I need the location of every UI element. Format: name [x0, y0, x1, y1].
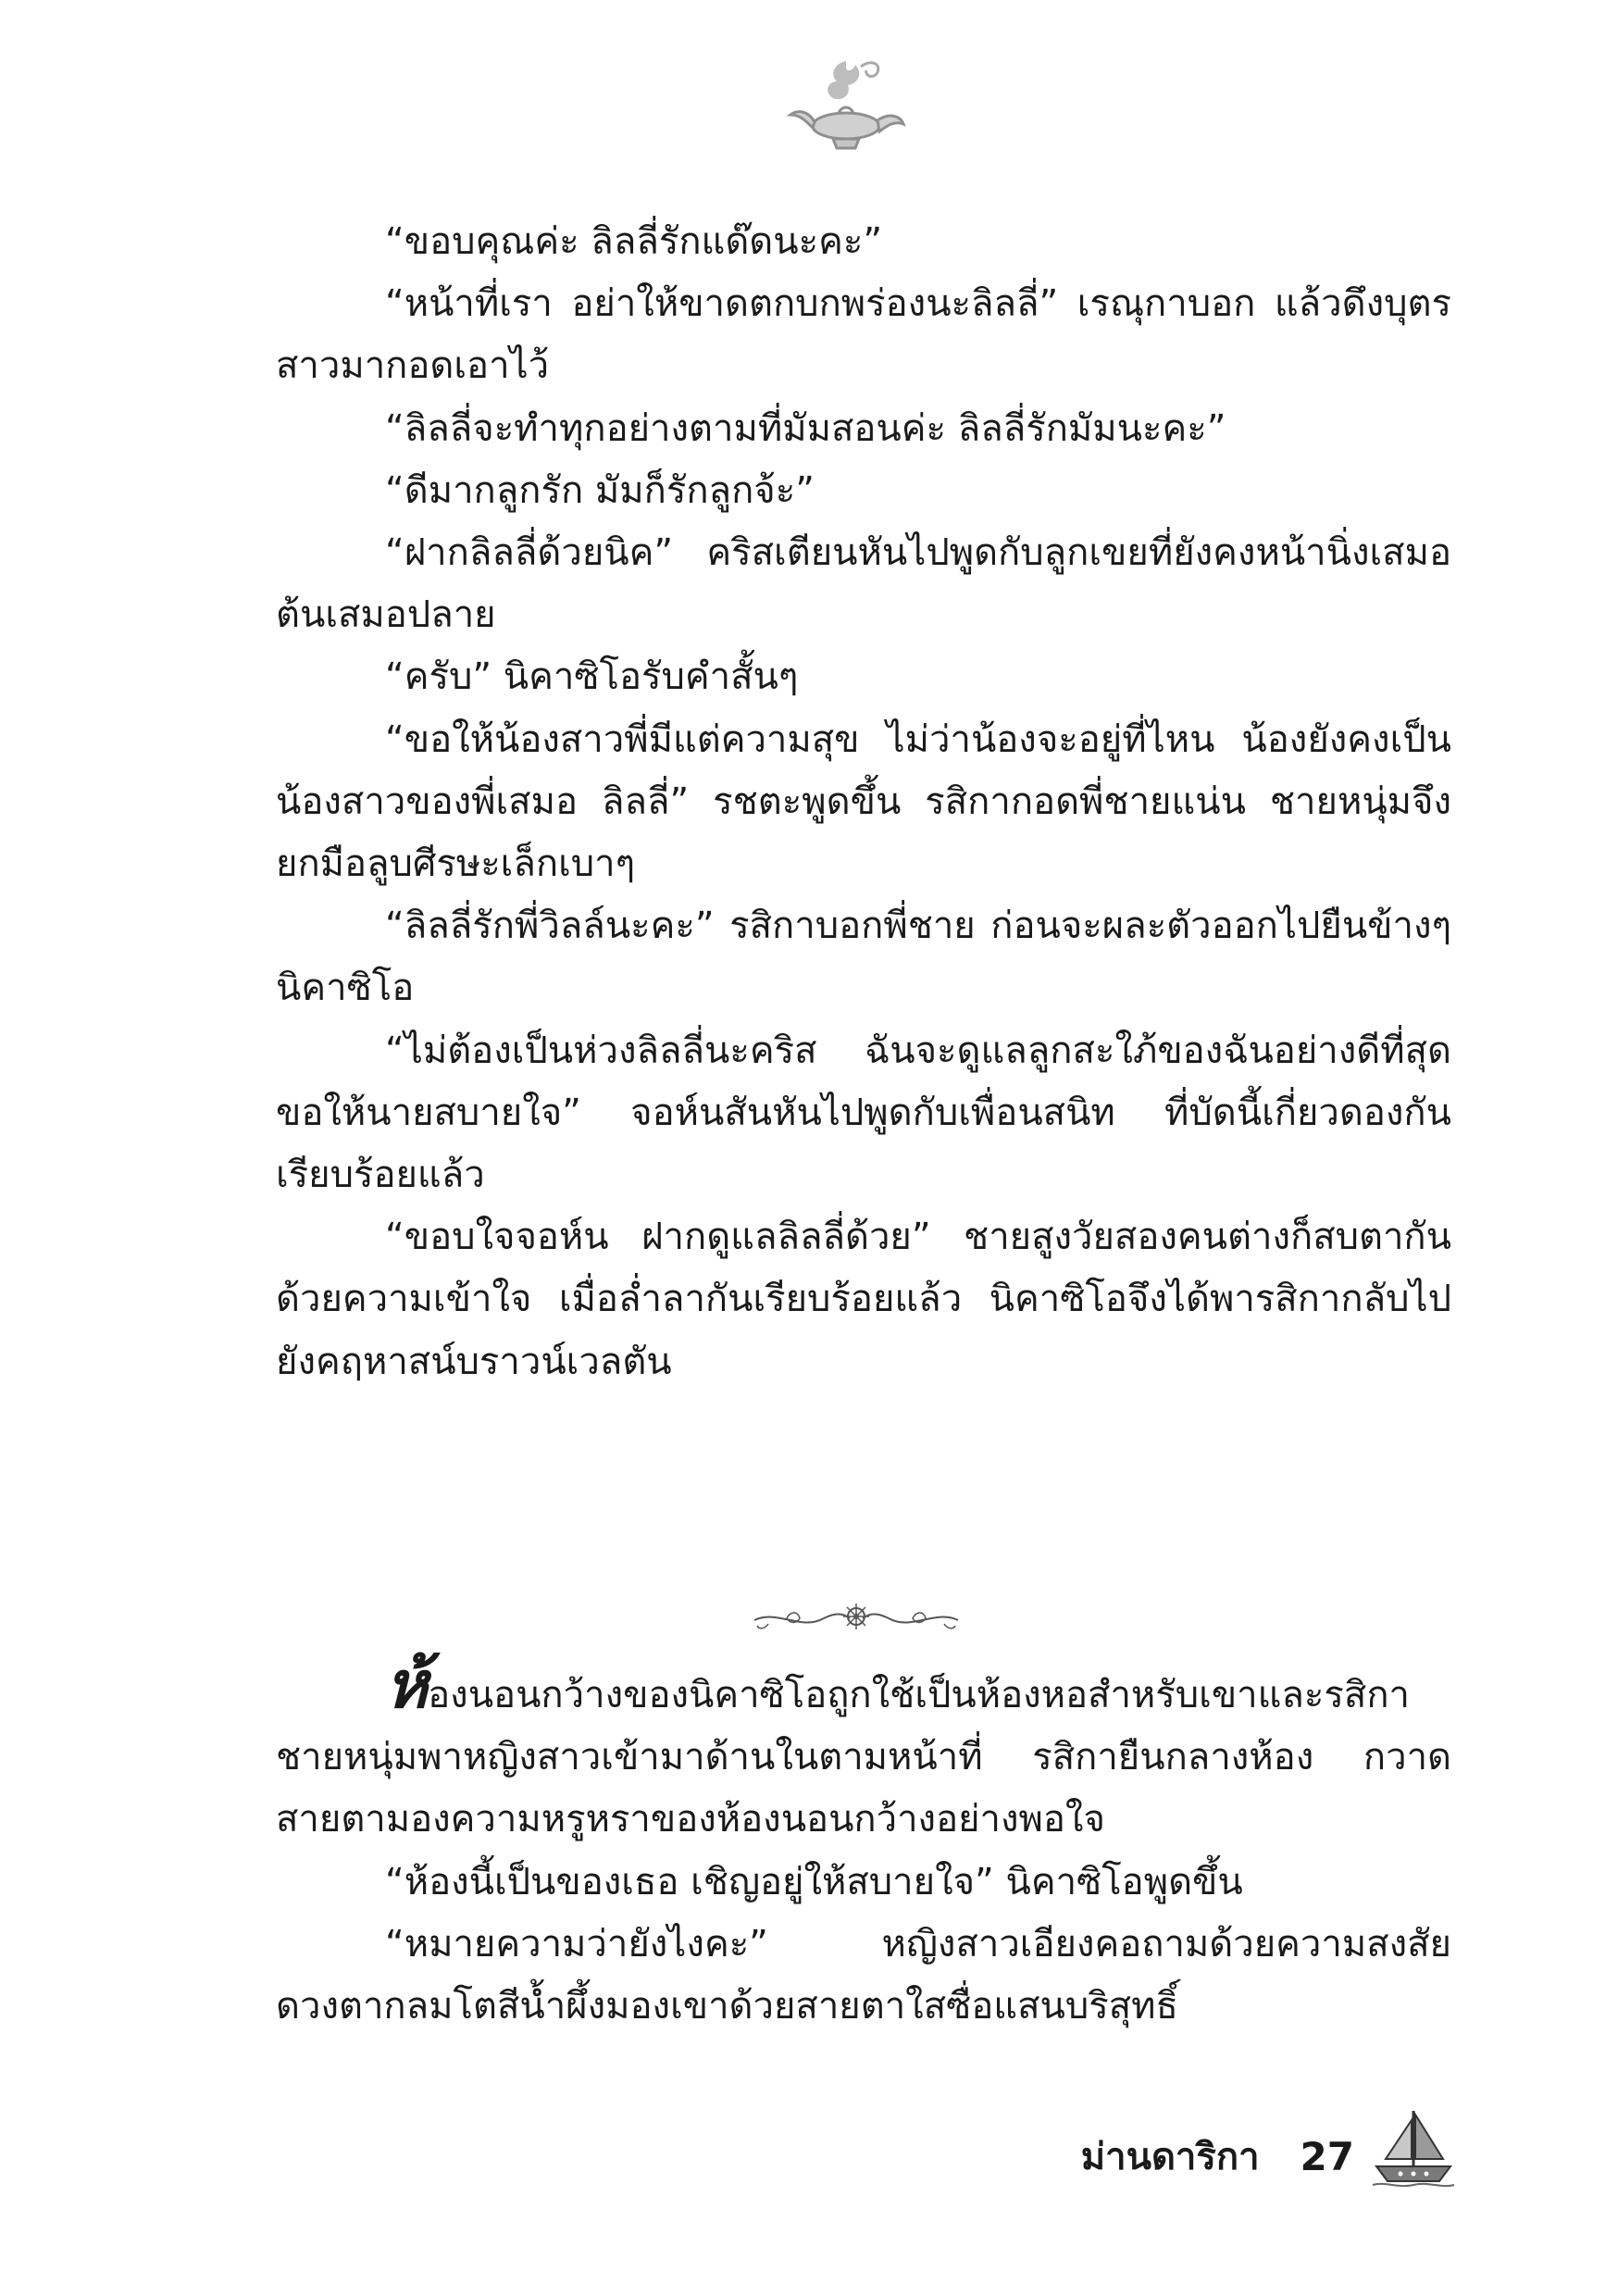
- book-title: ม่านดาริกา: [1080, 2136, 1260, 2178]
- paragraph: “ขอให้น้องสาวพี่มีแต่ความสุข ไม่ว่าน้องจะอยู่ที่ไหน น้องยังคงเป็นน้องสาวของพี่เสมอ ลิลลี่” รชตะพูดขึ้น รสิกากอดพี่ชายแน่น ชายหนุ่มจึงยกมือลูบศีรษะเล็กเบาๆ: [276, 718, 1451, 886]
- magic-lamp-icon: [781, 54, 911, 156]
- sailboat-icon: [1371, 2105, 1456, 2190]
- paragraph: [276, 1646, 1451, 1852]
- paragraph: “ฝากลิลลี่ด้วยนิค” คริสเตียนหันไปพูดกับลูกเขยที่ยังคงหน้านิ่งเสมอต้นเสมอปลาย: [276, 531, 1451, 637]
- paragraph: “ลิลลี่จะทำทุกอย่างตามที่มัมสอนค่ะ ลิลลี่รักมัมนะคะ”: [385, 406, 1226, 450]
- paragraph: “หมายความว่ายังไงคะ” หญิงสาวเอียงคอถามด้วยความสงสัย ดวงตากลมโตสีน้ำผึ้งมองเขาด้วยสายตาใสซื่อแสนบริสุทธิ์: [276, 1922, 1451, 2028]
- floral-divider-icon: [750, 1592, 963, 1639]
- dropcap-letter: ห้: [385, 1646, 429, 1723]
- paragraph: “ดีมากลูกรัก มัมก็รักลูกจ้ะ”: [385, 468, 815, 512]
- paragraph: “ขอบใจจอห์น ฝากดูแลลิลลี่ด้วย” ชายสูงวัยสองคนต่างก็สบตากันด้วยความเข้าใจ เมื่อล่ำลากันเรียบร้อยแล้ว นิคาซิโอจึงได้พารสิกากลับไปยังคฤหาสน์บราวน์เวลตัน: [276, 1216, 1451, 1383]
- paragraph: “ไม่ต้องเป็นห่วงลิลลี่นะคริส ฉันจะดูแลลูกสะใภ้ของฉันอย่างดีที่สุด ขอให้นายสบายใจ” จอห์นสันหันไปพูดกับเพื่อนสนิท ที่บัดนี้เกี่ยวดองกันเรียบร้อยแล้ว: [276, 1029, 1451, 1197]
- page-number: 27: [1300, 2134, 1354, 2179]
- paragraph: “ห้องนี้เป็นของเธอ เชิญอยู่ให้สบายใจ” นิคาซิโอพูดขึ้น: [385, 1860, 1243, 1903]
- section-2-text: [276, 1646, 1451, 2038]
- paragraph: “หน้าที่เรา อย่าให้ขาดตกบกพร่องนะลิลลี่” เรณุกาบอก แล้วดึงบุตรสาวมากอดเอาไว้: [276, 282, 1451, 388]
- paragraph: “ลิลลี่รักพี่วิลล์นะคะ” รสิกาบอกพี่ชาย ก่อนจะผละตัวออกไปยืนข้างๆ นิคาซิโอ: [276, 905, 1451, 1010]
- body-text: [276, 211, 1451, 1393]
- page-footer: [1081, 2111, 1456, 2185]
- paragraph-text: องนอนกว้างของนิคาซิโอถูกใช้เป็นห้องหอสำหรับเขาและรสิกา ชายหนุ่มพาหญิงสาวเข้ามาด้านในตามหน้าที่ รสิกายืนกลางห้อง กวาดสายตามองความหรูหราของห้องนอนกว้างอย่างพอใจ: [276, 1674, 1451, 1841]
- paragraph: “ครับ” นิคาซิโอรับคำสั้นๆ: [385, 655, 799, 699]
- paragraph: “ขอบคุณค่ะ ลิลลี่รักแด๊ดนะคะ”: [385, 220, 883, 263]
